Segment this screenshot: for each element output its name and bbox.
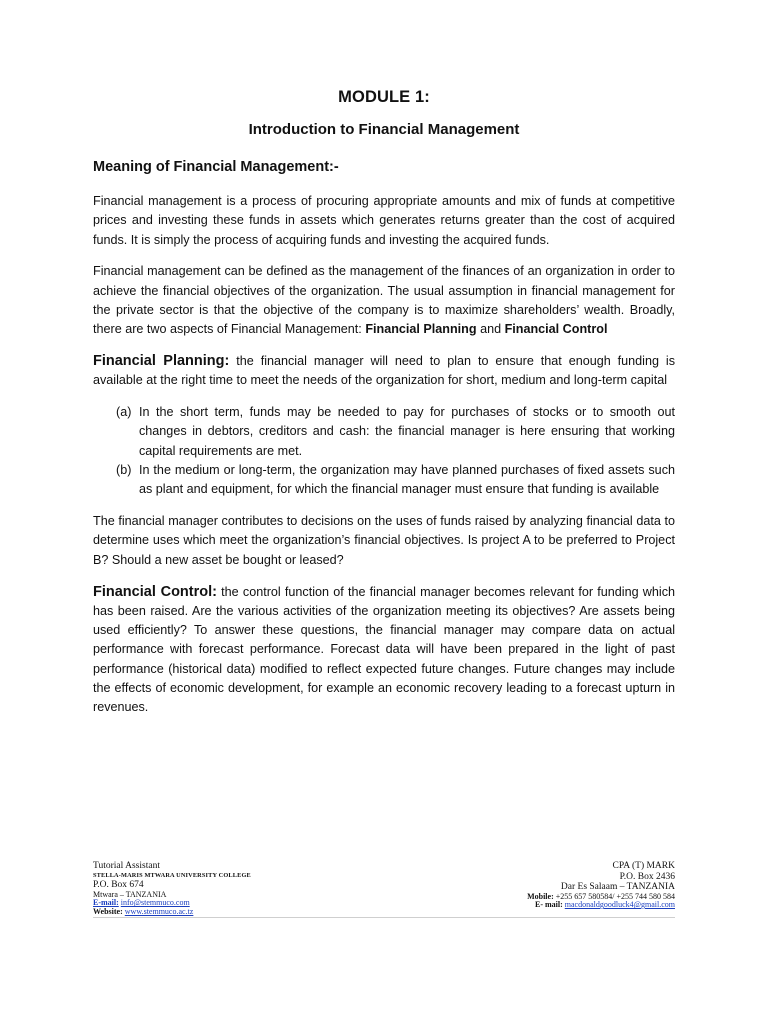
list-marker: (b) bbox=[116, 463, 132, 478]
list-item-text: In the short term, funds may be needed to pay for purchases of stocks or to smooth out changes in debtors, creditors and cash: the financial manager is here ensuring that working capital requirements are met. bbox=[139, 405, 675, 458]
footer-institution: STELLA-MARIS MTWARA UNIVERSITY COLLEGE bbox=[93, 871, 251, 879]
paragraph-definition-2-text: Financial management can be defined as the management of the finances of an organization in order to achieve the financial objectives of the organization. The usual assumption in financial management for the private sector is that the objective of the company is to maximize shareholders’ wealth. Broadly, there are two aspects of Financial Management: bbox=[93, 264, 675, 337]
paragraph-planning bbox=[93, 352, 675, 391]
financial-control-text: the control function of the financial manager becomes relevant for funding which has been raised. Are the various activities of the organization meeting its objectives? Are assets being used efficiently? To answer these questions, the financial manager may compare data on actual performance with forecast performance. Forecast data will have been prepared in the light of past performance (historical data) modified to reflect expected future changes. Future changes may include the effects of economic development, for example an economic recovery leading to a forecast upturn in revenues. bbox=[93, 584, 675, 715]
footer-mobile-label: Mobile: bbox=[527, 891, 554, 901]
paragraph-definition-1: Financial management is a process of procuring appropriate amounts and mix of funds at competitive prices and investing these funds in assets which generates returns greater than the cost of acquired funds. It is simply the process of acquiring funds and investing the acquired funds. bbox=[93, 194, 675, 247]
footer-right-contact bbox=[375, 861, 675, 910]
footer-divider bbox=[93, 917, 675, 918]
list-marker: (a) bbox=[116, 405, 132, 420]
footer-mobile-number: +255 657 580584/ +255 744 580 584 bbox=[555, 891, 675, 901]
financial-control-term: Financial Control bbox=[504, 322, 608, 337]
financial-planning-heading: Financial Planning: bbox=[93, 353, 230, 370]
financial-planning-text: the financial manager will need to plan to ensure that enough funding is available at the right time to meet the needs of the organization for short, medium and long-term capital bbox=[93, 354, 675, 388]
footer-website-link[interactable]: www.stemmuco.ac.tz bbox=[124, 906, 194, 916]
footer-left-email-label: E-mail: bbox=[93, 898, 119, 908]
financial-control-heading: Financial Control: bbox=[93, 583, 217, 600]
footer-left-email-link[interactable]: info@stemmuco.com bbox=[120, 898, 190, 908]
footer-left-website-row bbox=[93, 908, 393, 917]
planning-list bbox=[93, 403, 675, 499]
financial-planning-term: Financial Planning bbox=[365, 322, 477, 337]
paragraph-definition-2 bbox=[93, 262, 675, 339]
footer-right-email-row bbox=[375, 901, 675, 910]
page-title: Introduction to Financial Management bbox=[248, 121, 520, 138]
footer-left-city: Mtwara – TANZANIA bbox=[93, 889, 167, 899]
footer-website-label: Website: bbox=[93, 906, 123, 916]
footer-right-email-label: E- mail: bbox=[534, 900, 563, 910]
paragraph-uses-of-funds: The financial manager contributes to decisions on the uses of funds raised by analyzing financial data to determine uses which meet the organization’s financial objectives. Is project A to be preferred to Project B? Should a new asset be bought or leased? bbox=[93, 514, 675, 567]
document-body bbox=[93, 192, 675, 730]
list-item bbox=[93, 461, 675, 500]
list-item bbox=[93, 403, 675, 461]
footer-right-title: CPA (T) MARK bbox=[612, 861, 675, 871]
footer-right-box: P.O. Box 2436 bbox=[619, 871, 675, 882]
footer-left-contact bbox=[93, 861, 393, 916]
footer-right-email-link[interactable]: macdonaldgoodluck4@gmail.com bbox=[564, 900, 675, 910]
footer-left-box: P.O. Box 674 bbox=[93, 880, 144, 891]
and-text: and bbox=[476, 322, 505, 337]
paragraph-control bbox=[93, 583, 675, 718]
footer-right-city: Dar Es Salaam – TANZANIA bbox=[560, 882, 675, 892]
footer-left-title: Tutorial Assistant bbox=[93, 861, 160, 871]
list-item-text: In the medium or long-term, the organization may have planned purchases of fixed assets such as plant and equipment, for which the financial manager must ensure that funding is available bbox=[139, 463, 675, 497]
module-title: MODULE 1: bbox=[338, 88, 430, 106]
meaning-heading: Meaning of Financial Management:- bbox=[93, 159, 339, 175]
